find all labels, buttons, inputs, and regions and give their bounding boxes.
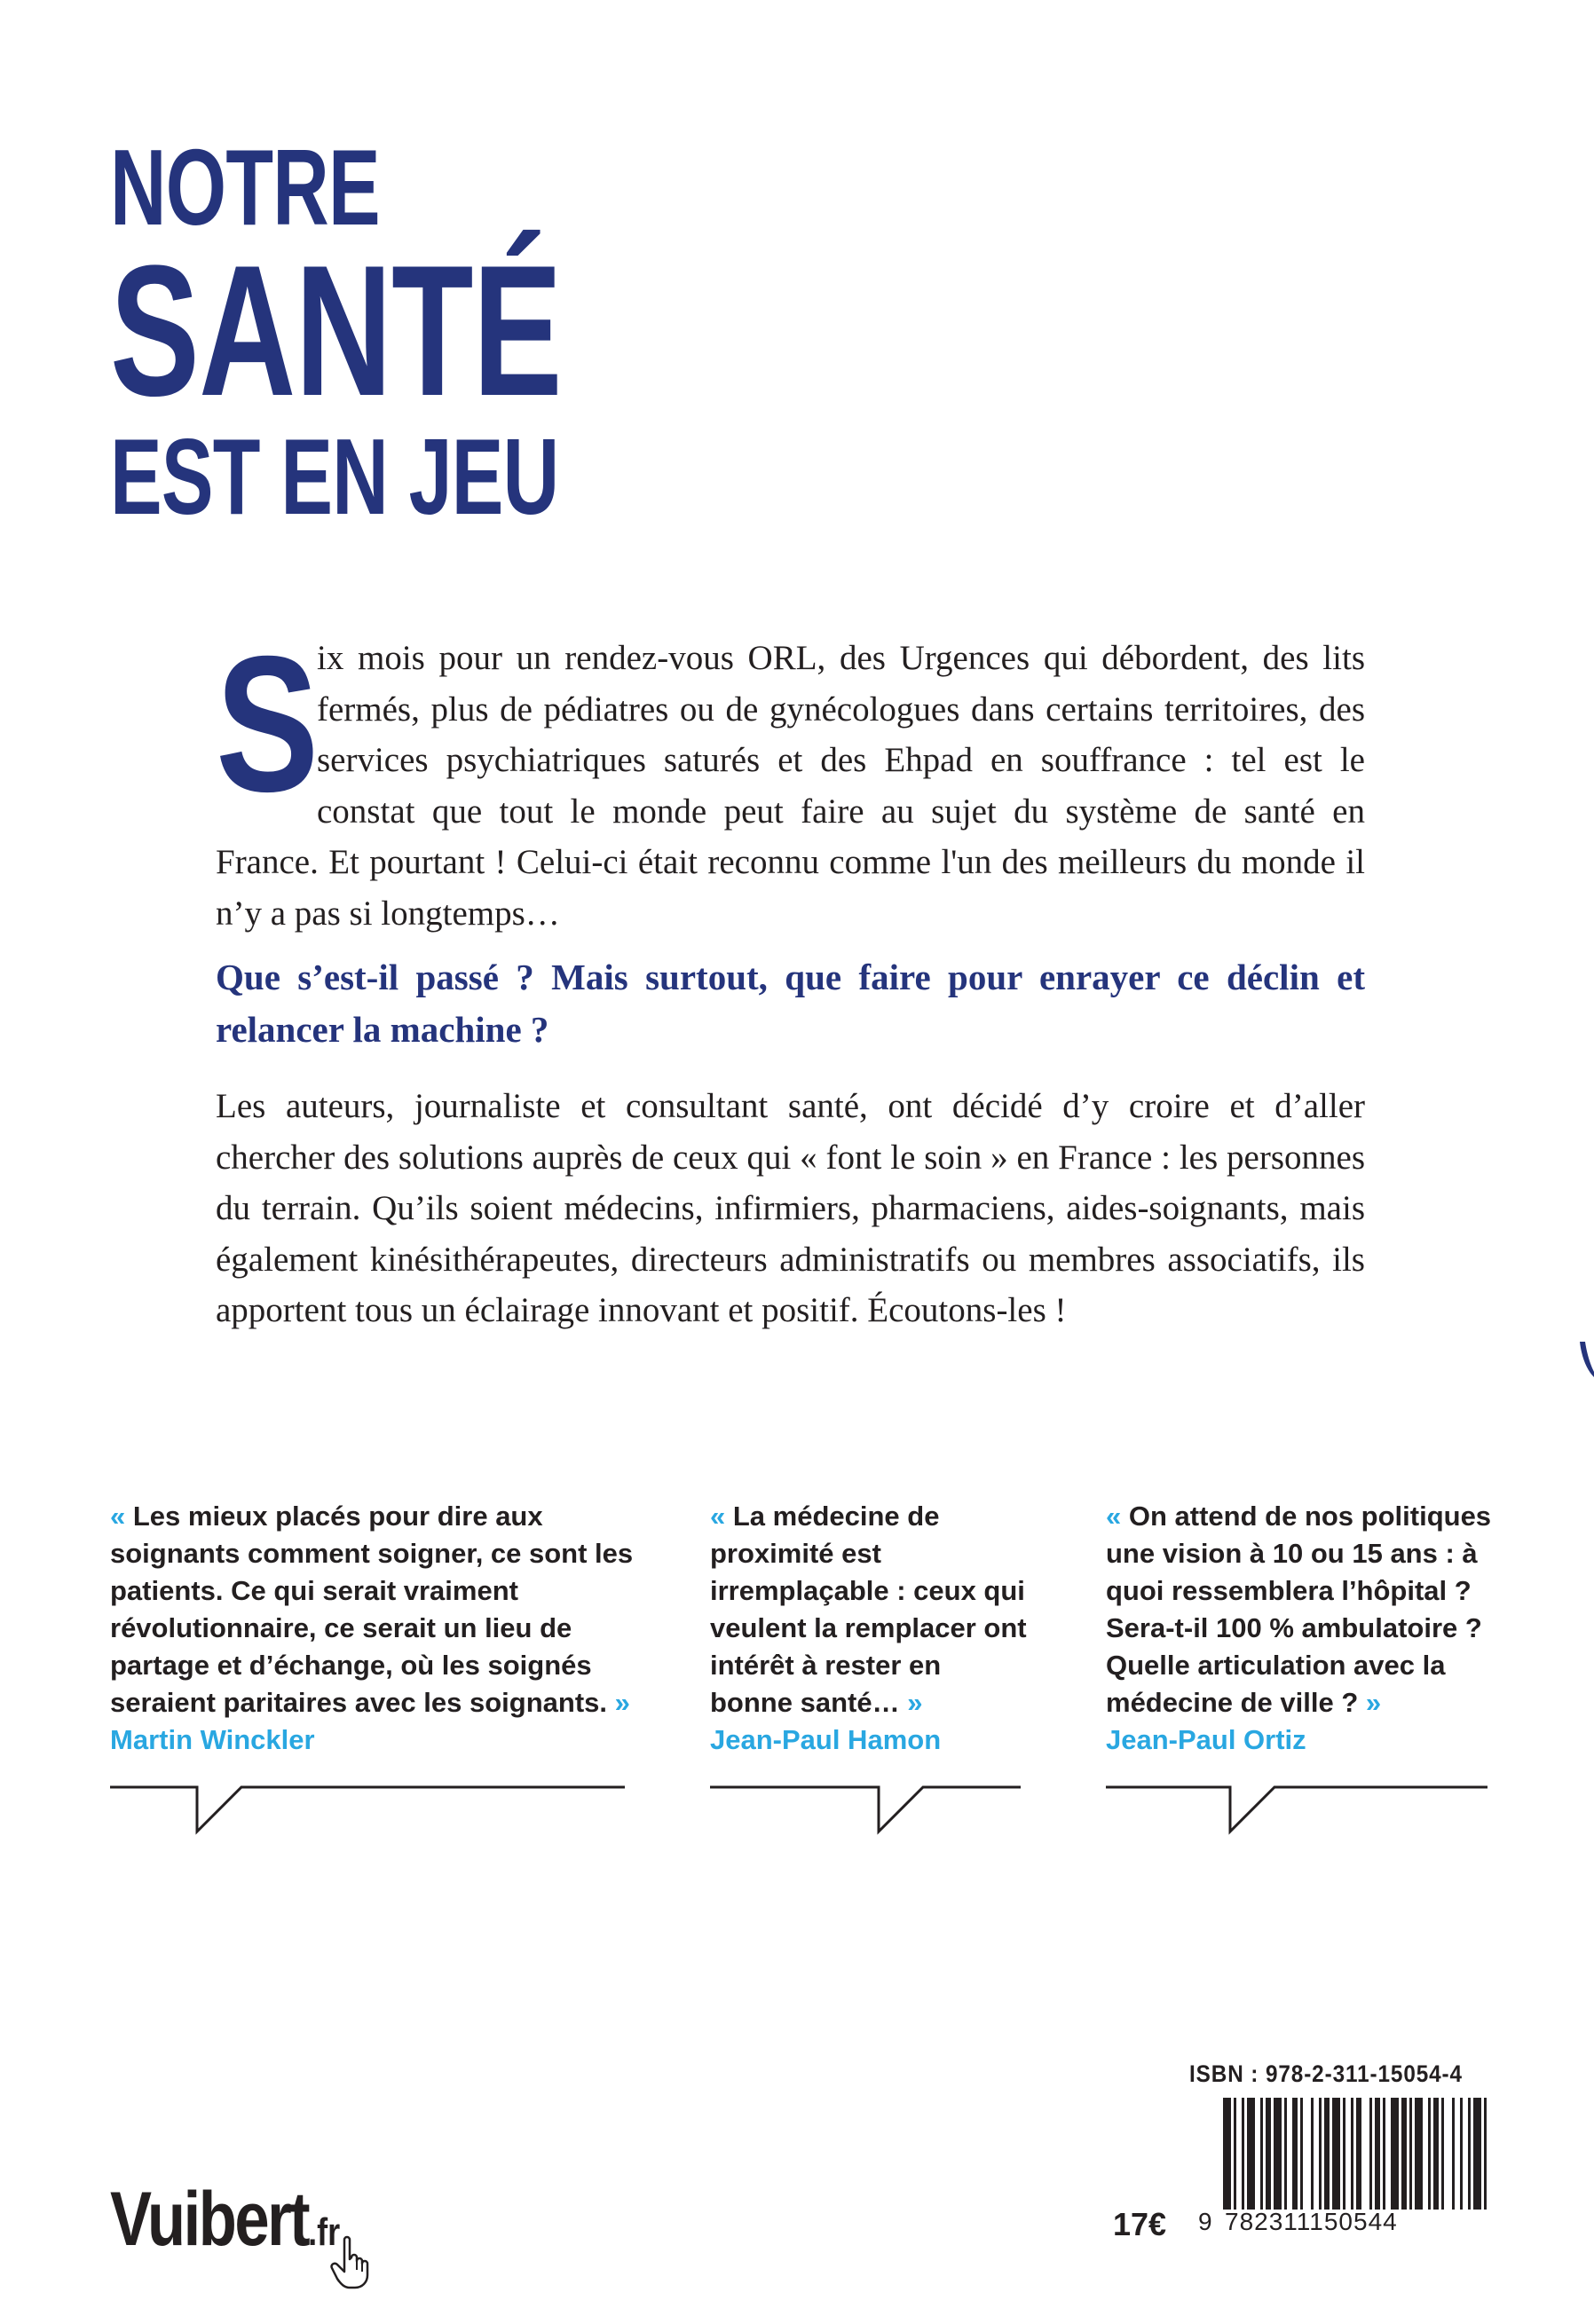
question-paragraph: Que s’est-il passé ? Mais surtout, que faire pour enrayer ce déclin et relancer la machine ? [216,957,1365,1050]
quote-close-mark: » [1365,1687,1382,1718]
quote-body: On attend de nos politiques une vision à 10 ou 15 ans : à quoi ressemblera l’hôpital ? Sera-t-il 100 % ambulatoire ? Quelle articulation avec la médecine de ville ? [1106,1501,1492,1718]
title-line-1: NOTRE [110,127,380,248]
barcode-bar [1383,2098,1385,2210]
barcode-bar [1319,2098,1322,2210]
edge-mark-icon [1580,1342,1594,1377]
publisher-logo[interactable] [110,2176,340,2264]
barcode-bar [1234,2098,1236,2210]
quote-text [1106,1498,1496,1721]
quote-close-mark: » [907,1687,923,1718]
publisher-domain: .fr [308,2210,341,2254]
authors-paragraph: Les auteurs, journaliste et consultant santé, ont décidé d’y croire et d’aller chercher des solutions auprès de ceux qui « font le soin » en France : les personnes du terrain. Qu’ils soient médecins, infirmiers, pharmaciens, aides-soignants, mais également kinésithérapeutes, directeurs administratifs ou membres associatifs, ils apportent tous un éclairage innovant et positif. Écoutons-les ! [216,1087,1365,1329]
barcode-bar [1223,2098,1231,2210]
barcode-bar [1292,2098,1298,2210]
drop-cap: S [216,617,320,832]
quote-text [110,1498,678,1721]
barcode-first-digit: 9 [1198,2208,1212,2235]
quote-block [110,1498,678,1759]
barcode-bar [1375,2098,1380,2210]
barcode-bar [1247,2098,1255,2210]
title-line-3: EST EN JEU [110,416,559,537]
quote-body: Les mieux placés pour dire aux soignants comment soigner, ce sont les patients. Ce qui serait vraiment révolutionnaire, ce serait un lieu de partage et d’échange, où les soignés seraient paritaires avec les soignants. [110,1501,634,1718]
speech-bubble-line [710,1775,1021,1846]
barcode-bar [1274,2098,1282,2210]
barcode-bar [1311,2098,1314,2210]
quote-open-mark: « [1106,1501,1122,1532]
barcode-bar [1332,2098,1340,2210]
barcode-bar [1300,2098,1303,2210]
quote-body: La médecine de proximité est irremplaçable : ceux qui veulent la remplacer ont intérêt à rester en bonne santé… [710,1501,1027,1718]
barcode-digits: 782311150544 [1225,2208,1398,2235]
barcode-bar [1433,2098,1439,2210]
barcode-bar [1452,2098,1455,2210]
barcode-bar [1266,2098,1271,2210]
publisher-name: Vuibert [110,2177,309,2262]
barcode-bar [1260,2098,1263,2210]
barcode-bar [1409,2098,1412,2210]
barcode-bar [1284,2098,1287,2210]
price: 17€ [1113,2206,1167,2242]
title-line-2: SANTÉ [110,226,562,435]
quote-block [710,1498,1030,1759]
quote-close-mark: » [614,1687,630,1718]
barcode-bar [1401,2098,1407,2210]
quote-open-mark: « [110,1501,126,1532]
intro-paragraph [216,617,1365,939]
barcode-bar [1391,2098,1399,2210]
barcode [1223,2098,1489,2210]
barcode-bar [1415,2098,1423,2210]
speech-bubble-line [1106,1775,1487,1846]
speech-bubble-line [110,1775,625,1846]
barcode-bar [1460,2098,1463,2210]
barcode-bar [1484,2098,1487,2210]
quote-block [1106,1498,1496,1759]
barcode-bar [1242,2098,1244,2210]
quote-author: Jean-Paul Ortiz [1106,1724,1306,1755]
quote-author: Martin Winckler [110,1724,315,1755]
book-title [110,127,562,537]
barcode-bar [1343,2098,1345,2210]
barcode-bar [1369,2098,1372,2210]
quote-author: Jean-Paul Hamon [710,1724,942,1755]
intro-text: ix mois pour un rendez-vous ORL, des Urgences qui débordent, des lits fermés, plus de pédiatres ou de gynécologues dans certains territoires, des services psychiatriques saturés et des Ehpad en souffrance : tel est le constat que tout le monde peut faire au sujet du système de santé en France. Et pourtant ! Celui-ci était reconnu comme l'un des meilleurs du monde il n’y a pas si longtemps… [216,639,1365,933]
barcode-bar [1356,2098,1361,2210]
barcode-bar [1441,2098,1444,2210]
isbn-number: ISBN : 978-2-311-15054-4 [1189,2060,1463,2087]
barcode-bar [1468,2098,1471,2210]
quote-open-mark: « [710,1501,726,1532]
quote-text [710,1498,1030,1721]
barcode-bar [1324,2098,1330,2210]
barcode-bar [1428,2098,1431,2210]
hand-cursor-icon [328,2234,378,2291]
barcode-bar [1473,2098,1481,2210]
barcode-bar [1351,2098,1353,2210]
